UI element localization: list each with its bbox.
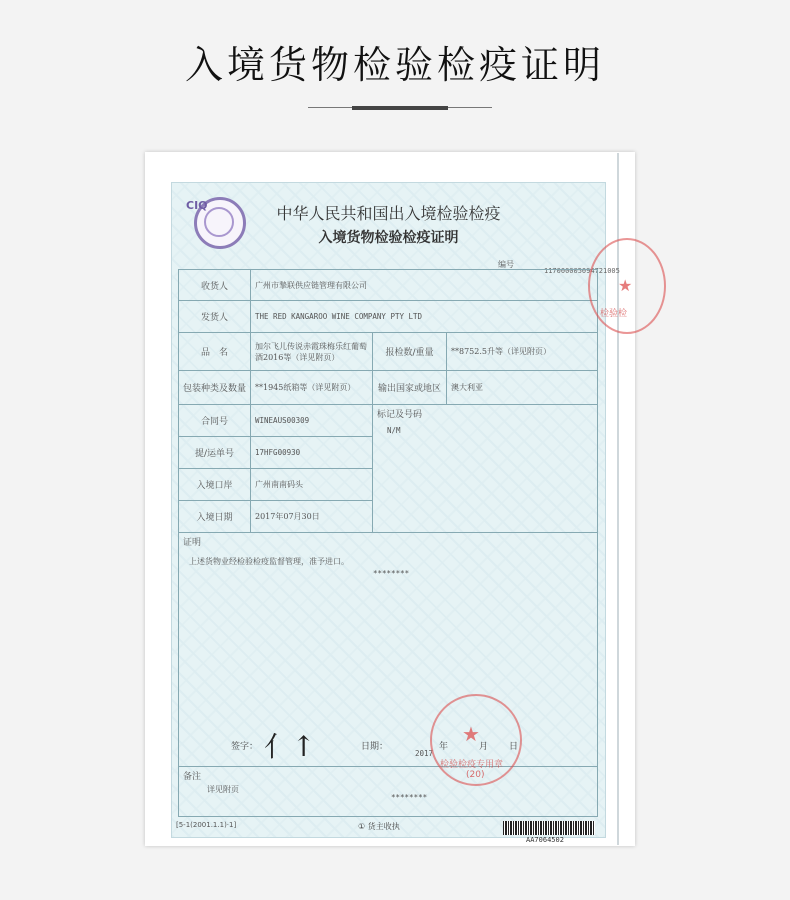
proof-text: 上述货物业经检验检疫监督管理，准予进口。 [189, 557, 349, 566]
serial-label: 编号 [498, 260, 514, 269]
certificate-form [171, 182, 620, 838]
remark-stars: ******** [391, 793, 428, 802]
header-line1: 中华人民共和国出入境检验检疫 [276, 204, 501, 223]
stamp-center-text: 检验检疫专用章 [440, 760, 504, 770]
date-label: 入境日期 [179, 501, 251, 533]
date-d-char: 日 [509, 742, 519, 752]
header-line2: 入境货物检验检疫证明 [318, 230, 459, 246]
stamp-center-star-icon: ★ [462, 722, 480, 746]
page-title: 入境货物检验检疫证明 [184, 43, 605, 87]
origin-value: 澳大利亚 [447, 371, 598, 405]
ciq-logo-text: CIQ [186, 199, 208, 212]
packaging-label: 包装种类及数量 [179, 371, 251, 405]
certificate-table [178, 269, 598, 817]
handwritten-signature: ⺅↑ [264, 730, 316, 763]
stamp-right-text: 检验检 [600, 309, 628, 319]
contract-label: 合同号 [179, 405, 251, 437]
footer-copy-note: ① 货主收执 [358, 822, 400, 831]
serial-value: 117000005094721005 [544, 267, 620, 275]
stamp-center-number: (20) [466, 770, 485, 780]
footer-form-code: [5-1(2001.1.1)·1] [176, 821, 237, 829]
proof-stars: ******** [373, 569, 410, 578]
date-y-char: 年 [439, 742, 449, 752]
goods-value: 加尔飞儿传说赤霞珠梅乐红葡萄酒2016等（详见附页） [251, 333, 373, 371]
date-year: 2017 [415, 749, 434, 758]
remark-value: 详见附页 [207, 785, 239, 794]
marks-value: N/M [387, 426, 401, 435]
barcode [503, 821, 595, 835]
bill-label: 提/运单号 [179, 437, 251, 469]
quantity-label: 报检数/重量 [373, 333, 447, 371]
consignee-label: 收货人 [179, 270, 251, 301]
stamp-star-icon: ★ [618, 276, 633, 295]
port-value: 广州南南码头 [251, 469, 373, 501]
consignor-value: THE RED KANGAROO WINE COMPANY PTY LTD [251, 301, 598, 333]
date-m-char: 月 [479, 742, 489, 752]
consignee-value: 广州市摯联供应链管理有限公司 [251, 270, 598, 301]
remark-label: 备注 [183, 772, 202, 782]
origin-label: 输出国家或地区 [373, 371, 447, 405]
consignor-label: 发货人 [179, 301, 251, 333]
contract-value: WINEAUS00309 [251, 405, 373, 437]
date-sign-label: 日期： [361, 742, 389, 752]
quantity-value: **8752.5升等（详见附页） [447, 333, 598, 371]
sign-label: 签字： [231, 742, 259, 752]
packaging-value: **1945纸箱等（详见附页） [251, 371, 373, 405]
bill-value: 17HFG00930 [251, 437, 373, 469]
barcode-number: AA7064502 [526, 836, 564, 844]
port-label: 入境口岸 [179, 469, 251, 501]
date-value: 2017年07月30日 [251, 501, 373, 533]
goods-label: 品 名 [179, 333, 251, 371]
marks-label: 标记及号码 [377, 410, 423, 420]
title-divider-accent [352, 106, 448, 110]
proof-label: 证明 [183, 538, 202, 548]
